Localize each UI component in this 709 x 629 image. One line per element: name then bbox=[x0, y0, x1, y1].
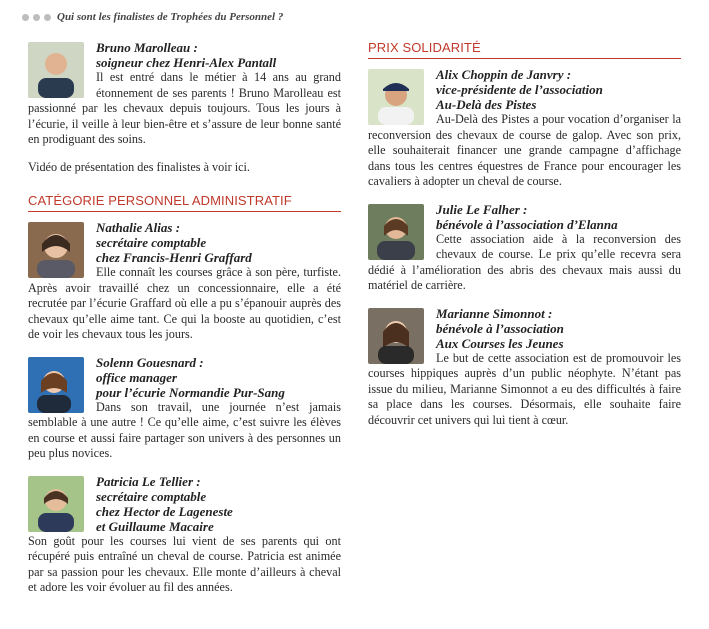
person-name: Nathalie Alias : bbox=[96, 220, 181, 235]
person-role: bénévole à l’association Aux Courses les Jeunes bbox=[436, 320, 564, 351]
right-column bbox=[368, 40, 681, 440]
person-entry bbox=[368, 306, 681, 429]
header-title: Qui sont les finalistes de Trophées du Personnel ? bbox=[57, 11, 284, 23]
person-role: vice-présidente de l’association Au-Delà des Pistes bbox=[436, 82, 603, 112]
person-role: office manager pour l’écurie Normandie Pur-Sang bbox=[96, 369, 285, 400]
person-description: Son goût pour les courses lui vient de ses parents qui ont récupéré puis entraîné un cheval de course. Patricia est animée par sa passion pour les chevaux. Elle monte d’ailleurs à cheval et adore les voir évoluer au fil des années. bbox=[28, 533, 341, 594]
person-entry bbox=[28, 474, 341, 596]
video-link-text[interactable]: Vidéo de présentation des finalistes à voir ici. bbox=[28, 159, 250, 174]
person-role: secrétaire comptable chez Francis-Henri Graffard bbox=[96, 235, 252, 265]
page-header bbox=[22, 8, 283, 26]
person-name: Marianne Simonnot : bbox=[436, 305, 553, 321]
person-entry bbox=[28, 220, 341, 343]
person-entry bbox=[368, 202, 681, 294]
person-entry bbox=[368, 67, 681, 190]
person-name: Patricia Le Tellier : bbox=[96, 473, 201, 489]
person-photo bbox=[368, 308, 424, 364]
person-name: Solenn Gouesnard : bbox=[96, 354, 204, 370]
person-photo bbox=[368, 204, 424, 260]
person-photo bbox=[368, 69, 424, 125]
person-description: Il est entré dans le métier à 14 ans au grand étonnement de ses parents ! Bruno Marolleau est passionné par les chevaux depuis toujours. Tous les jours à l’écurie, il veille à leur bien-être et s’assure de leur bonne santé en prodiguant des soins. bbox=[28, 70, 341, 146]
person-description: Au-Delà des Pistes a pour vocation d’organiser la reconversion des chevaux de course de galop. Avec son prix, elle souhaiterait financer une grande campagne d’affichage dans tous les centres équestres de France pour encourager les cavaliers à adopter un cheval de course. bbox=[368, 112, 681, 188]
person-entry bbox=[28, 355, 341, 462]
person-role: secrétaire comptable chez Hector de Lageneste et Guillaume Macaire bbox=[96, 488, 233, 534]
person-name: Alix Choppin de Janvry : bbox=[436, 67, 572, 82]
person-role: soigneur chez Henri-Alex Pantall bbox=[96, 55, 277, 70]
person-name: Julie Le Falher : bbox=[436, 201, 528, 217]
person-photo bbox=[28, 42, 84, 98]
person-role: bénévole à l’association d’Elanna bbox=[436, 216, 618, 232]
person-entry bbox=[28, 40, 341, 148]
person-description: Elle connaît les courses grâce à son père, turfiste. Après avoir travaillé chez un concessionnaire, elle a été recrutée par l’écurie Graffard où elle a pu s’épanouir auprès des chevaux qu’elle aime tant. Ce qui la booste au quotidien, c’est de voir les chevaux tous les jours. bbox=[28, 265, 341, 341]
person-description: Le but de cette association est de promouvoir les courses hippiques auprès d’un public néophyte. N’étant pas issue du milieu, Marianne Simonnot a eu des difficultés à faire sa place dans les courses. Désormais, elle souhaite faire découvrir cet univers qui lui tient à cœur. bbox=[368, 350, 681, 427]
person-name: Bruno Marolleau : bbox=[96, 40, 198, 55]
section-title-solidarite: PRIX SOLIDARITÉ bbox=[368, 40, 681, 59]
left-column bbox=[28, 40, 341, 608]
person-photo bbox=[28, 357, 84, 413]
decorative-dots bbox=[22, 14, 51, 21]
section-title-administratif: CATÉGORIE PERSONNEL ADMINISTRATIF bbox=[28, 193, 341, 212]
person-photo bbox=[28, 222, 84, 278]
person-description: Cette association aide à la reconversion des chevaux de course. Le prix qu’elle recevra sera dédié à l’amélioration des abris des chevaux mais aussi du matériel de carrière. bbox=[368, 231, 681, 292]
person-description: Dans son travail, une journée n’est jamais semblable à une autre ! Ce qu’elle aime, c’est suivre les élèves en course et aussi faire partager son univers à des personnes un peu plus novices. bbox=[28, 399, 341, 460]
person-photo bbox=[28, 476, 84, 532]
